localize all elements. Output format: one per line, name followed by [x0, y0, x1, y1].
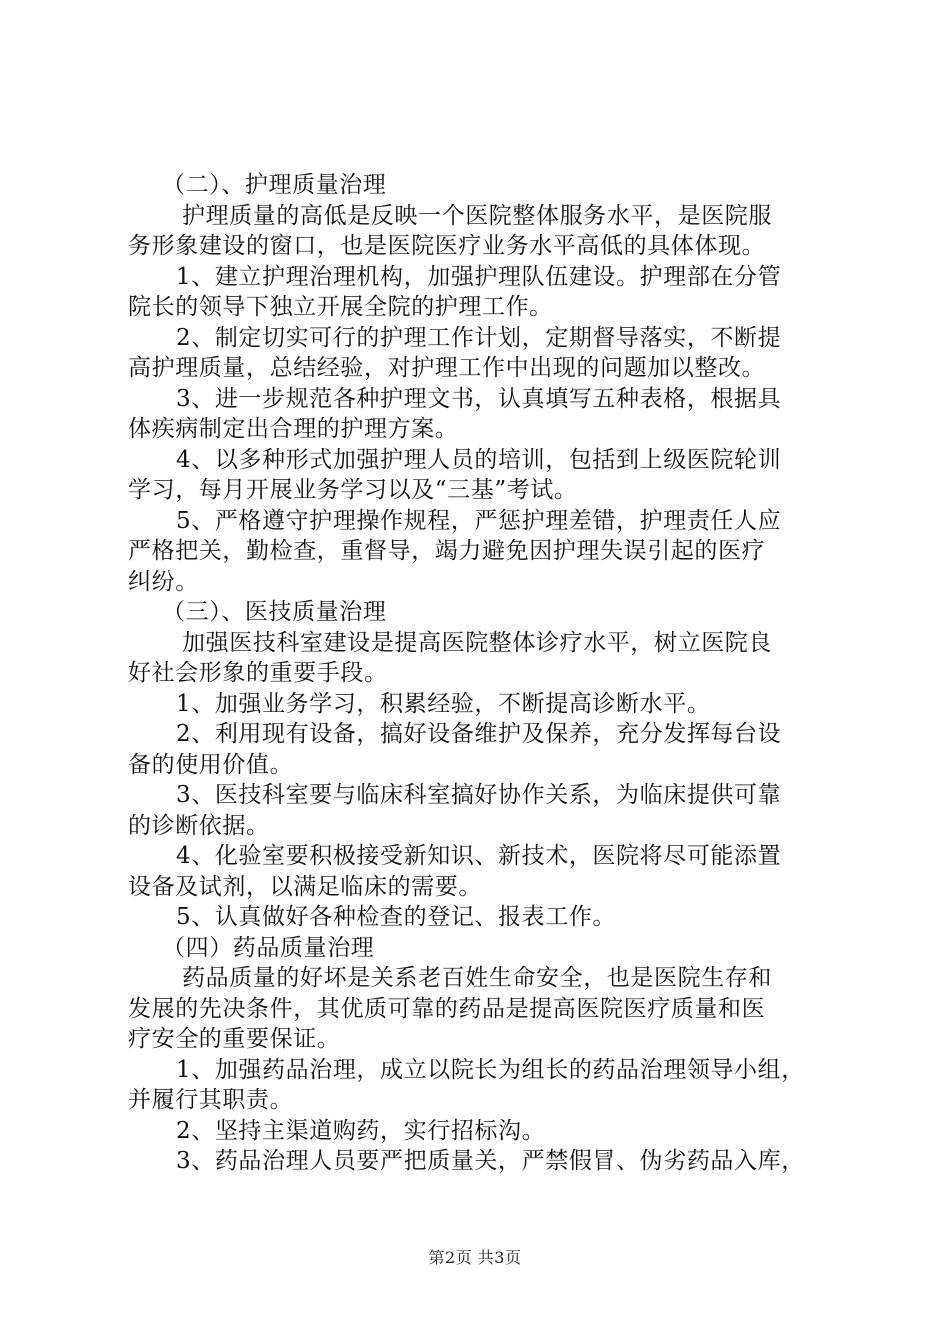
- text-line: 2、制定切实可行的护理工作计划，定期督导落实，不断提: [176, 324, 782, 351]
- section-heading: （二）、护理质量治理: [162, 172, 387, 198]
- text-line: 院长的领导下独立开展全院的护理工作。: [128, 294, 553, 320]
- text-line: 高护理质量，总结经验，对护理工作中出现的问题加以整改。: [128, 355, 766, 381]
- text-line: 2、坚持主渠道购药，实行招标沟。: [176, 1117, 546, 1144]
- text-line: 3、药品治理人员要严把质量关，严禁假冒、伪劣药品入库，: [176, 1148, 805, 1174]
- text-line: 3、进一步规范各种护理文书，认真填写五种表格，根据具: [176, 385, 782, 412]
- text-line: 药品质量的好坏是关系老百姓生命安全，也是医院生存和: [182, 965, 772, 991]
- section-heading: （四）药品质量治理: [162, 934, 375, 961]
- text-line: 严格把关，勤检查，重督导，竭力避免因护理失误引起的医疗: [128, 538, 766, 564]
- text-line: 好社会形象的重要手段。: [128, 660, 388, 686]
- text-line: 设备及试剂，以满足临床的需要。: [128, 873, 482, 900]
- text-line: 4、以多种形式加强护理人员的培训，包括到上级医院轮训: [176, 446, 782, 473]
- text-line: 2、利用现有设备，搞好设备维护及保养，充分发挥每台设: [176, 721, 782, 747]
- text-line: 4、化验室要积极接受新知识、新技术，医院将尽可能添置: [176, 843, 782, 869]
- page-footer: 第2页 共3页: [428, 1248, 522, 1267]
- text-line: 5、认真做好各种检查的登记、报表工作。: [176, 904, 617, 930]
- text-line: 加强医技科室建设是提高医院整体诊疗水平，树立医院良: [182, 629, 772, 656]
- text-line: 学习，每月开展业务学习以及“三基”考试。: [128, 477, 578, 503]
- text-line: 并履行其职责。: [128, 1087, 294, 1113]
- text-line: 护理质量的高低是反映一个医院整体服务水平，是医院服: [182, 202, 772, 229]
- text-line: 1、加强业务学习，积累经验，不断提高诊断水平。: [176, 690, 711, 717]
- text-line: 的诊断依据。: [128, 812, 270, 839]
- text-line: 3、医技科室要与临床科室搞好协作关系，为临床提供可靠: [176, 782, 782, 808]
- text-line: 5、严格遵守护理操作规程，严惩护理差错，护理责任人应: [176, 507, 782, 534]
- text-line: 务形象建设的窗口，也是医院医疗业务水平高低的具体体现。: [128, 233, 766, 259]
- text-line: 体疾病制定出合理的护理方案。: [128, 416, 459, 442]
- text-line: 1、加强药品治理，成立以院长为组长的药品治理领导小组，: [176, 1056, 805, 1083]
- text-line: 发展的先决条件，其优质可靠的药品是提高医院医疗质量和医: [128, 995, 766, 1022]
- section-heading: （三）、医技质量治理: [162, 599, 387, 625]
- text-line: 1、建立护理治理机构，加强护理队伍建设。护理部在分管: [176, 263, 782, 290]
- text-line: 纠纷。: [128, 568, 199, 595]
- text-line: 备的使用价值。: [128, 751, 294, 778]
- document-body: [128, 170, 844, 1177]
- text-line: 疗安全的重要保证。: [128, 1026, 341, 1052]
